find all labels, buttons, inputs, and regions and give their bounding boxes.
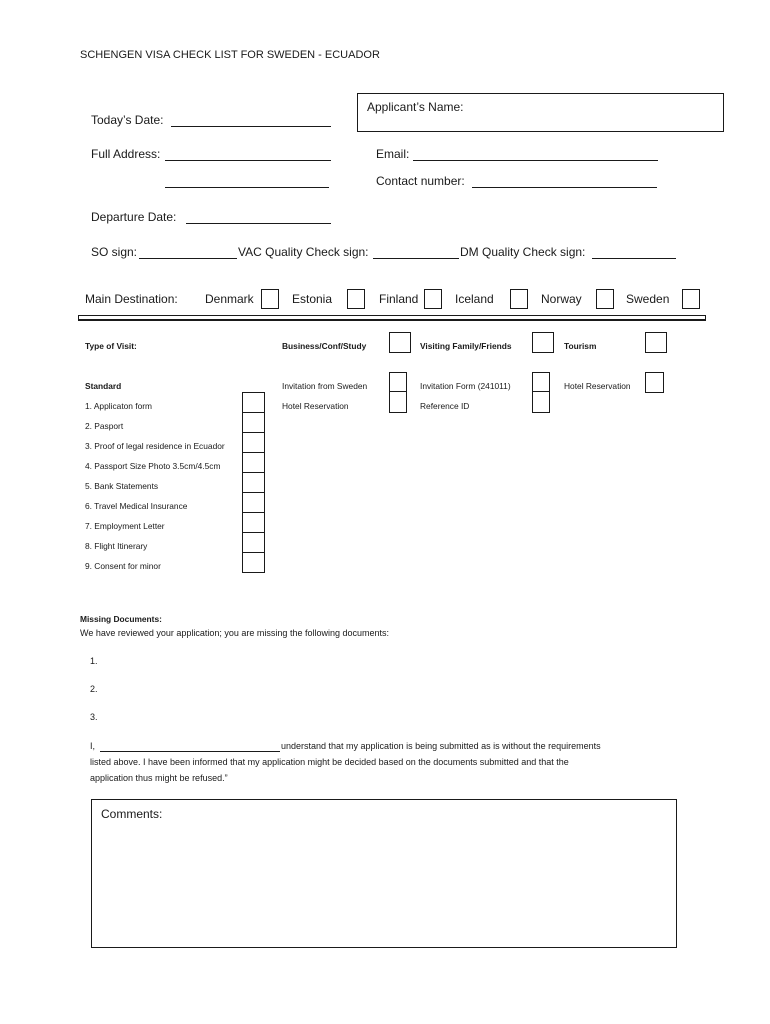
declaration-prefix: I, xyxy=(90,741,96,751)
missing-doc-item: 1. xyxy=(90,656,98,666)
email-input[interactable] xyxy=(413,160,658,161)
country-denmark-label: Denmark xyxy=(205,292,254,306)
todays-date-label: Today’s Date: xyxy=(91,113,164,127)
contact-number-input[interactable] xyxy=(472,187,657,188)
country-estonia-checkbox[interactable] xyxy=(347,289,365,309)
dm-sign-input[interactable] xyxy=(592,258,676,259)
family-doc-item: Invitation Form (241011) xyxy=(420,381,511,391)
country-sweden-checkbox[interactable] xyxy=(682,289,700,309)
visit-business-label: Business/Conf/Study xyxy=(282,341,367,351)
so-sign-label: SO sign: xyxy=(91,245,138,259)
so-sign-input[interactable] xyxy=(139,258,237,259)
missing-docs-intro: We have reviewed your application; you are missing the following documents: xyxy=(80,628,389,638)
standard-item: 3. Proof of legal residence in Ecuador xyxy=(85,441,225,451)
business-doc-checkbox[interactable] xyxy=(389,372,407,392)
standard-checkbox[interactable] xyxy=(242,532,265,552)
standard-item: 7. Employment Letter xyxy=(85,521,165,531)
country-estonia-label: Estonia xyxy=(292,292,333,306)
dm-sign-label: DM Quality Check sign: xyxy=(460,245,586,259)
declaration-line1: understand that my application is being submitted as is without the requirements xyxy=(281,741,601,751)
tourism-doc-item: Hotel Reservation xyxy=(564,381,631,391)
type-of-visit-label: Type of Visit: xyxy=(85,341,137,351)
standard-label: Standard xyxy=(85,381,122,391)
standard-item: 5. Bank Statements xyxy=(85,481,159,491)
country-finland-label: Finland xyxy=(379,292,419,306)
family-doc-item: Reference ID xyxy=(420,401,470,411)
standard-checkbox[interactable] xyxy=(242,392,265,412)
comments-label: Comments: xyxy=(101,807,163,821)
business-doc-item: Invitation from Sweden xyxy=(282,381,368,391)
country-iceland-checkbox[interactable] xyxy=(510,289,528,309)
standard-checkbox[interactable] xyxy=(242,412,265,432)
visit-tourism-checkbox[interactable] xyxy=(645,332,667,353)
standard-item: 6. Travel Medical Insurance xyxy=(85,501,188,511)
standard-item: 8. Flight Itinerary xyxy=(85,541,148,551)
family-doc-checkbox[interactable] xyxy=(532,392,550,413)
main-destination-label: Main Destination: xyxy=(85,292,178,306)
applicant-name-label: Applicant’s Name: xyxy=(367,100,464,114)
standard-checkbox[interactable] xyxy=(242,552,265,573)
country-norway-checkbox[interactable] xyxy=(596,289,614,309)
standard-checkbox[interactable] xyxy=(242,472,265,492)
visit-family-label: Visiting Family/Friends xyxy=(420,341,512,351)
business-doc-checkbox[interactable] xyxy=(389,392,407,413)
country-norway-label: Norway xyxy=(541,292,582,306)
standard-checkbox[interactable] xyxy=(242,492,265,512)
visit-business-checkbox[interactable] xyxy=(389,332,411,353)
page-title: SCHENGEN VISA CHECK LIST FOR SWEDEN - ECUADOR xyxy=(80,49,380,61)
vac-sign-input[interactable] xyxy=(373,258,459,259)
full-address-input-line2[interactable] xyxy=(165,187,329,188)
email-label: Email: xyxy=(376,147,410,161)
standard-item: 9. Consent for minor xyxy=(85,561,161,571)
visit-tourism-label: Tourism xyxy=(564,341,597,351)
visit-family-checkbox[interactable] xyxy=(532,332,554,353)
vac-sign-label: VAC Quality Check sign: xyxy=(238,245,369,259)
declaration-line2: listed above. I have been informed that my application might be decided based on the documents submitted and that the xyxy=(90,757,569,767)
missing-doc-item: 3. xyxy=(90,712,98,722)
section-divider xyxy=(78,315,706,321)
missing-doc-item: 2. xyxy=(90,684,98,694)
standard-checkbox[interactable] xyxy=(242,432,265,452)
contact-number-label: Contact number: xyxy=(376,174,465,188)
departure-date-input[interactable] xyxy=(186,223,331,224)
standard-checkbox[interactable] xyxy=(242,452,265,472)
comments-box[interactable] xyxy=(91,799,677,948)
standard-checkbox-column xyxy=(242,392,265,573)
departure-date-label: Departure Date: xyxy=(91,210,177,224)
missing-docs-title: Missing Documents: xyxy=(80,614,162,624)
declaration-name-input[interactable] xyxy=(100,751,280,752)
business-doc-checkboxes xyxy=(389,372,407,413)
country-finland-checkbox[interactable] xyxy=(424,289,442,309)
family-doc-checkbox[interactable] xyxy=(532,372,550,392)
declaration-line3: application thus might be refused.” xyxy=(90,773,228,783)
country-sweden-label: Sweden xyxy=(626,292,670,306)
todays-date-input[interactable] xyxy=(171,126,331,127)
family-doc-checkboxes xyxy=(532,372,550,413)
country-denmark-checkbox[interactable] xyxy=(261,289,279,309)
tourism-doc-checkbox[interactable] xyxy=(645,372,664,393)
standard-checkbox[interactable] xyxy=(242,512,265,532)
applicant-name-field[interactable] xyxy=(357,93,724,132)
business-doc-item: Hotel Reservation xyxy=(282,401,349,411)
full-address-input[interactable] xyxy=(165,160,331,161)
full-address-label: Full Address: xyxy=(91,147,161,161)
standard-item: 4. Passport Size Photo 3.5cm/4.5cm xyxy=(85,461,221,471)
standard-item: 1. Applicaton form xyxy=(85,401,153,411)
country-iceland-label: Iceland xyxy=(455,292,494,306)
standard-item: 2. Pasport xyxy=(85,421,124,431)
